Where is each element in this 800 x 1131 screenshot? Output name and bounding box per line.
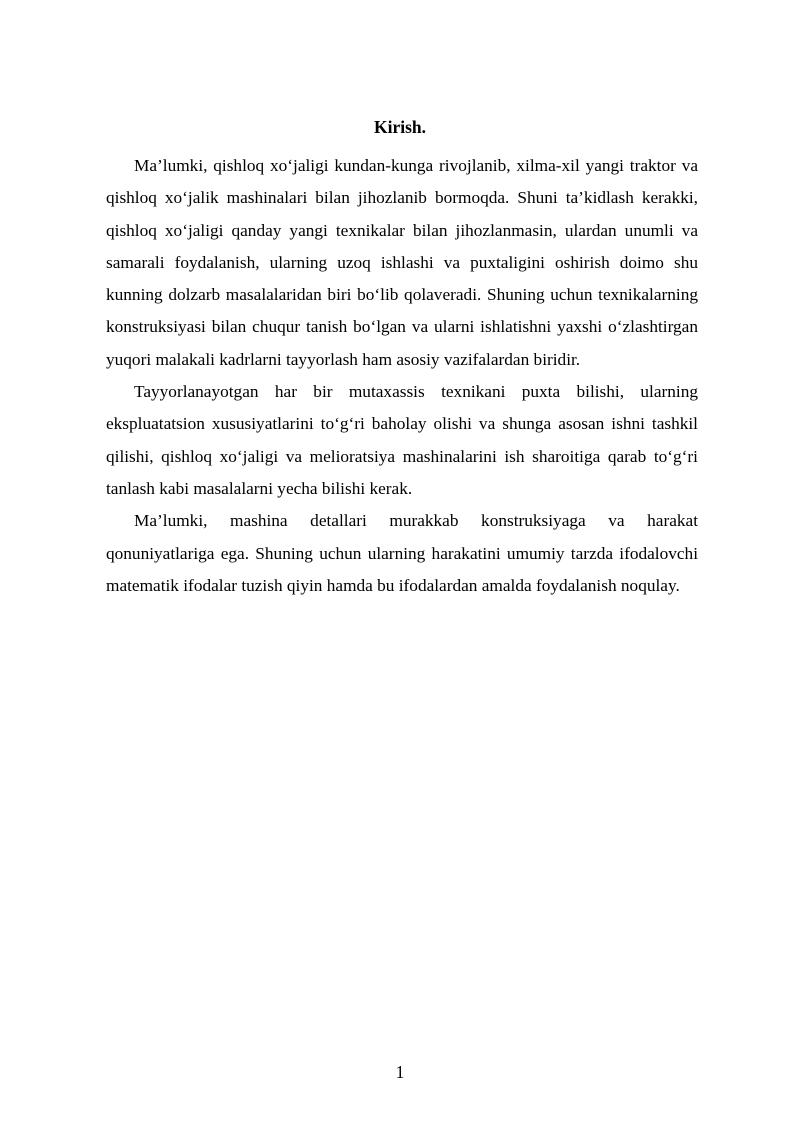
page-number: 1	[395, 1062, 405, 1082]
paragraph-3: Ma’lumki, mashina detallari murakkab konstruksiyaga va harakat qonuniyatlariga ega. Shuning uchun ularning harakatini umumiy tarzda ifodalovchi matematik ifodalar tuzish qiyin hamda bu ifodalardan amalda foydalanish noqulay.	[106, 511, 698, 595]
paragraph-1: Ma’lumki, qishloq xo‘jaligi kundan-kunga rivojlanib, xilma-xil yangi traktor va qishloq xo‘jalik mashinalari bilan jihozlanib bormoqda. Shuni ta’kidlash kerakki, qishloq xo‘jaligi qanday yangi texnikalar bilan jihozlanmasin, ulardan unumli va samarali foydalanish, ularning uzoq ishlashi va puxtaligini oshirish doimo shu kunning dolzarb masalalaridan biri bo‘lib qolaveradi. Shuning uchun texnikalarning konstruksiyasi bilan chuqur tanish bo‘lgan va ularni ishlatishni yaxshi o‘zlashtirgan yuqori malakali kadrlarni tayyorlash ham asosiy vazifalardan biridir.	[106, 156, 698, 369]
document-body	[106, 150, 698, 602]
section-title: Kirish.	[373, 117, 427, 137]
paragraph-2: Tayyorlanayotgan har bir mutaxassis texnikani puxta bilishi, ularning ekspluatatsion xususiyatlarini to‘g‘ri baholay olishi va shunga asosan ishni tashkil qilishi, qishloq xo‘jaligi va melioratsiya mashinalarini ish sharoitiga qarab to‘g‘ri tanlash kabi masalalarni yecha bilishi kerak.	[106, 382, 698, 498]
